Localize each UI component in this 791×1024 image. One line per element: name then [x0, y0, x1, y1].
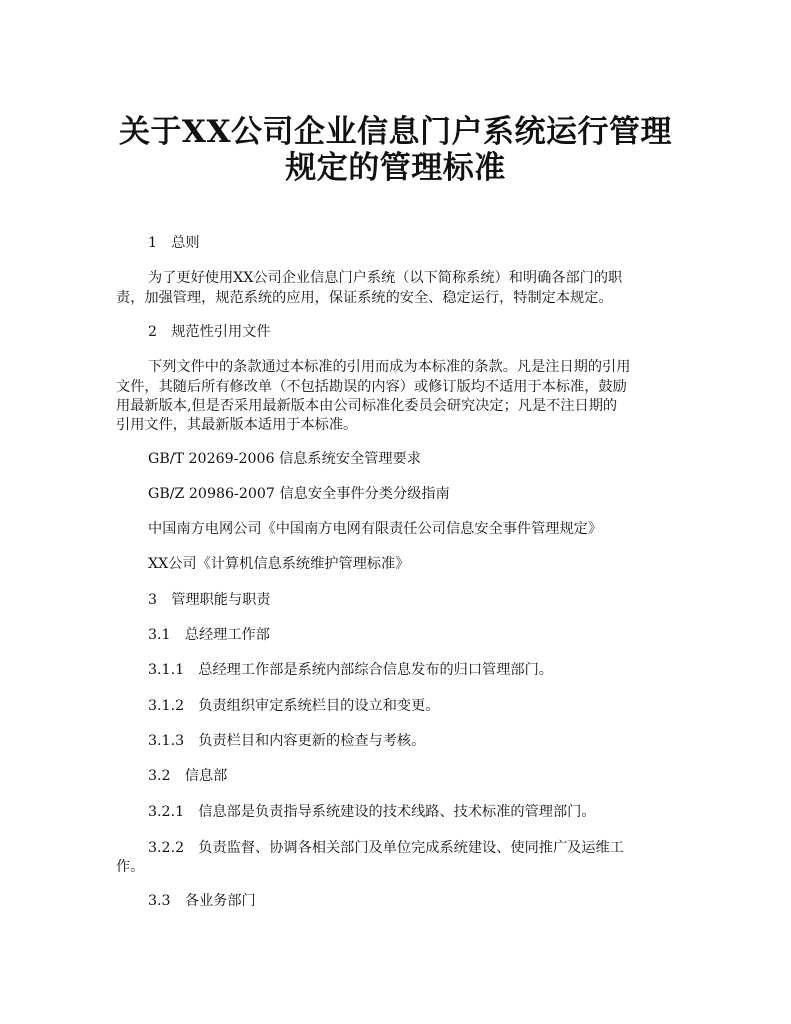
section-3-2-2-line-2: 作。 [116, 859, 145, 875]
reference-3: 中国南方电网公司《中国南方电网有限责任公司信息安全事件管理规定》 [148, 521, 603, 537]
section-3-2-1: 3.2.1 信息部是负责指导系统建设的技术线路、技术标准的管理部门。 [148, 804, 596, 820]
section-3-2-heading: 3.2 信息部 [148, 768, 228, 784]
section-3-3-heading: 3.3 各业务部门 [148, 893, 256, 909]
document-title-line-2: 规定的管理标准 [285, 150, 506, 186]
reference-2: GB/Z 20986-2007 信息安全事件分类分级指南 [148, 486, 450, 502]
section-3-heading: 3 管理职能与职责 [148, 592, 271, 608]
section-3-1-1: 3.1.1 总经理工作部是系统内部综合信息发布的归口管理部门。 [148, 662, 553, 678]
section-1-heading: 1 总则 [148, 235, 200, 251]
section-2-paragraph-line-3: 用最新版本,但是否采用最新版本由公司标准化委员会研究决定；凡是不注日期的 [116, 398, 618, 414]
section-3-1-heading: 3.1 总经理工作部 [148, 627, 270, 643]
reference-1: GB/T 20269-2006 信息系统安全管理要求 [148, 451, 421, 467]
section-2-paragraph-line-4: 引用文件，其最新版本适用于本标准。 [116, 417, 358, 433]
section-2-paragraph-line-2: 文件，其随后所有修改单（不包括勘误的内容）或修订版均不适用于本标准，鼓励 [116, 379, 627, 395]
section-1-paragraph-line-2: 责，加强管理，规范系统的应用，保证系统的安全、稳定运行，特制定本规定。 [116, 290, 613, 306]
section-3-1-2: 3.1.2 负责组织审定系统栏目的设立和变更。 [148, 698, 440, 714]
section-3-1-3: 3.1.3 负责栏目和内容更新的检查与考核。 [148, 733, 426, 749]
section-2-paragraph-line-1: 下列文件中的条款通过本标准的引用而成为本标准的条款。凡是注日期的引用 [148, 359, 631, 375]
section-2-heading: 2 规范性引用文件 [148, 324, 271, 340]
document-title-line-1: 关于XX公司企业信息门户系统运行管理 [118, 114, 673, 150]
section-3-2-2-line-1: 3.2.2 负责监督、协调各相关部门及单位完成系统建设、使同推广及运维工 [148, 840, 624, 856]
section-1-paragraph-line-1: 为了更好使用XX公司企业信息门户系统（以下简称系统）和明确各部门的职 [148, 270, 623, 286]
reference-4: XX公司《计算机信息系统维护管理标准》 [148, 556, 410, 572]
